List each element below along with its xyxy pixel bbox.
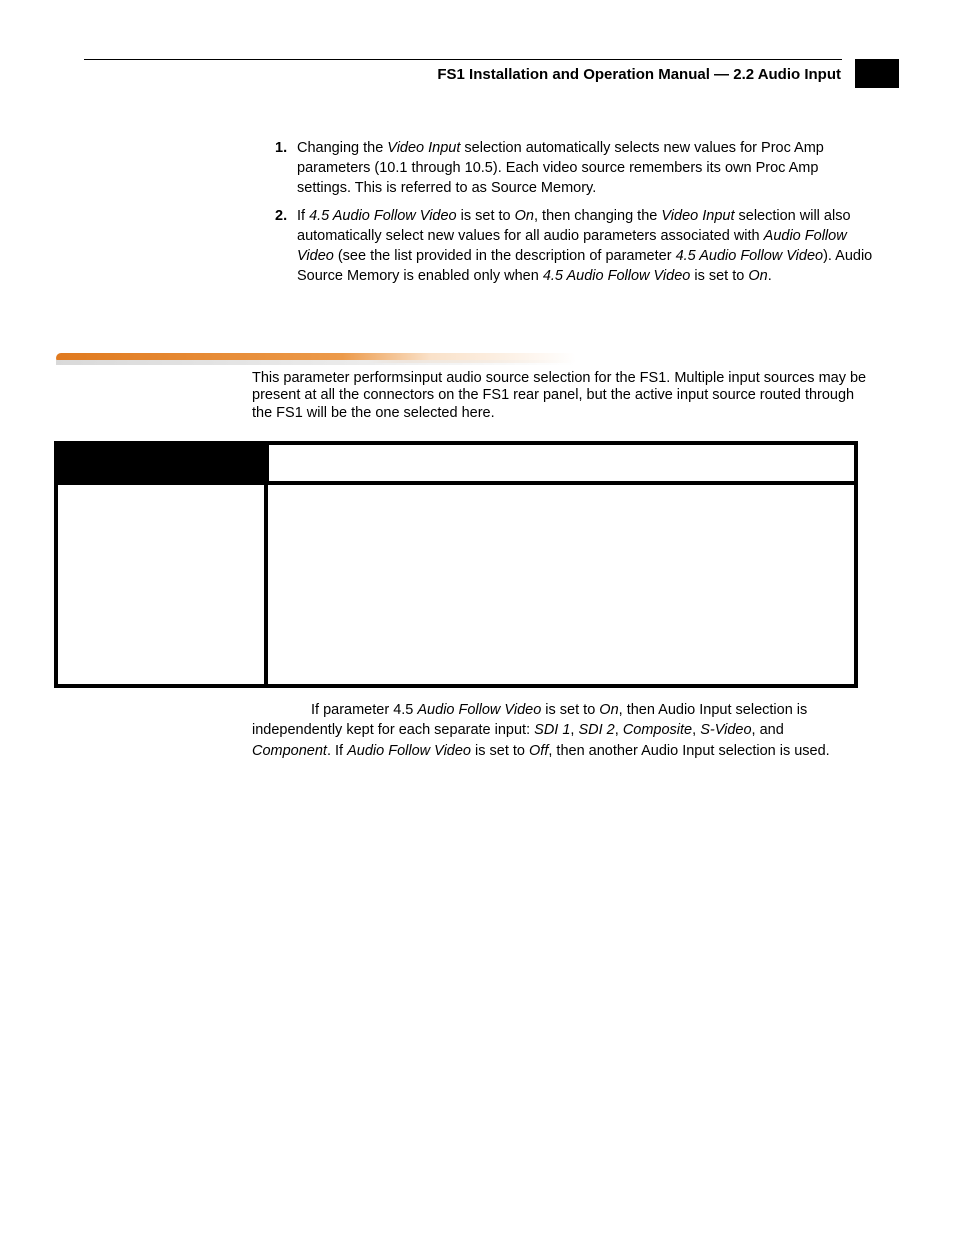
note-emphasis: SDI 2 [578, 722, 615, 739]
note-emphasis: Audio Follow Video [297, 227, 847, 265]
header-tab-block [855, 59, 899, 88]
note-number: 2. [275, 207, 288, 224]
note-emphasis: Video Input [661, 207, 735, 224]
note-emphasis: Off [529, 742, 549, 759]
note-text: , [692, 722, 701, 739]
note-text: . If [326, 742, 348, 759]
note-number: 1. [275, 140, 288, 156]
section-divider-shadow [56, 360, 576, 365]
note-text: selection will also automatically select new values for all audio parameters associated with [297, 207, 851, 244]
note-text: is set to [456, 207, 515, 224]
note-emphasis: On [599, 702, 619, 718]
table-header-right-cell [269, 445, 854, 481]
note-item-1 [275, 138, 875, 199]
audio-follow-video-note [252, 700, 862, 761]
note-emphasis: On [514, 207, 534, 224]
note-emphasis: Composite [622, 722, 693, 739]
intro-paragraph: This parameter performsinput audio source selection for the FS1. Multiple input sources may be present at all the connectors on the FS1 rear panel, but the active input source routed through the FS1 will be the one selected here. [252, 370, 867, 421]
note-text: , then changing the [533, 207, 662, 224]
note-text: , [570, 722, 579, 739]
note-emphasis: Video Input [387, 140, 461, 156]
table-header-left-cell [58, 445, 269, 481]
header-rule [84, 59, 842, 60]
note-emphasis: Audio Follow Video [347, 742, 471, 759]
note-emphasis: 4.5 Audio Follow Video [542, 268, 691, 285]
note-text: , then Audio Input selection is independently kept for each separate input: [252, 702, 808, 739]
note-text: is set to [471, 742, 530, 759]
note-text: ). Audio Source Memory is enabled only when [297, 248, 873, 285]
parameter-table [54, 441, 858, 688]
note-text: (see the list provided in the description of parameter [333, 248, 676, 265]
note-text: , then another Audio Input selection is used. [548, 742, 830, 759]
note-item-2 [275, 206, 875, 287]
note-emphasis: S-Video [700, 722, 752, 739]
table-body-left-cell [58, 485, 264, 684]
note-text: , [614, 722, 623, 739]
note-emphasis: 4.5 Audio Follow Video [309, 207, 457, 224]
note-text: selection automatically selects new values for Proc Amp parameters (10.1 through 10.5). Each video source remembers its own Proc Amp settings. This is referred to as Source Memory. [297, 140, 824, 197]
note-text: . [767, 268, 772, 285]
note-text: If parameter 4.5 [311, 702, 418, 718]
note-emphasis: 4.5 Audio Follow Video [675, 248, 824, 265]
note-text: If [297, 207, 310, 224]
table-body-right-cell [268, 485, 854, 684]
notes-list [275, 138, 875, 293]
note-text: Changing the [297, 140, 388, 156]
note-text: is set to [541, 702, 600, 718]
note-text: is set to [690, 268, 749, 285]
note-emphasis: Audio Follow Video [417, 702, 542, 718]
note-text: , and [751, 722, 784, 739]
page-header-title: FS1 Installation and Operation Manual — 2.2 Audio Input [437, 66, 841, 83]
note-emphasis: Component [252, 742, 327, 759]
note-emphasis: On [748, 268, 768, 285]
note-emphasis: SDI 1 [534, 722, 571, 739]
